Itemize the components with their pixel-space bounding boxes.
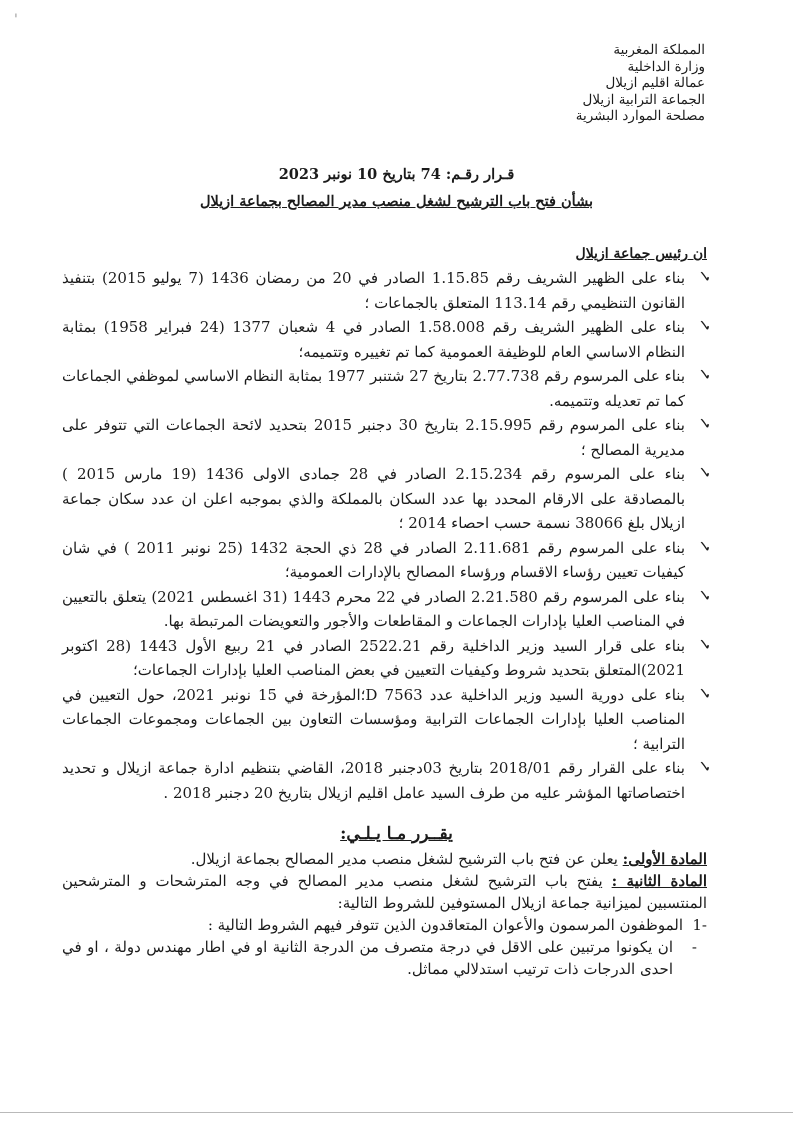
article-2 [62, 870, 707, 914]
letterhead-line-ministry: وزارة الداخلية [627, 58, 705, 75]
scan-mark: ' [14, 12, 18, 28]
letterhead-line-commune: الجماعة الترابية ازيلال [582, 91, 705, 108]
list-item: ✓ بناء على القرار رقم 2018/01 بتاريخ 03دجنبر 2018، القاضي بتنظيم ادارة جماعة ازيلال و تحديد اختصاصاتها المؤشر عليه من طرف السيد عامل اقليم ازيلال بتاريخ 20 دجنبر 2018 . [62, 757, 711, 802]
letterhead-line-prefecture: عمالة اقليم ازيلال [605, 75, 705, 91]
decision-title [120, 166, 673, 210]
checkmark-icon: ✓ [697, 414, 711, 433]
checkmark-icon: ✓ [697, 585, 711, 605]
checkmark-icon: ✓ [697, 267, 711, 286]
checkmark-icon: ✓ [697, 634, 711, 654]
checkmark-icon: ✓ [697, 536, 711, 556]
article-1-label: المادة الأولى: [622, 850, 707, 868]
letterhead [505, 42, 705, 125]
checkmark-icon: ✓ [697, 463, 711, 482]
decision-reference: قـرار رقـم: 74 بتاريخ 10 نونبر 2023 [278, 166, 515, 183]
considerations-list [62, 266, 711, 805]
article-2-text: يفتح باب الترشيح لشغل منصب مدير المصالح في وجه المترشحات و المترشحين المنتسبين لميزانية جماعة ازيلال المستوفين للشروط التالية: [62, 872, 707, 912]
list-item: ✓ بناء على الظهير الشريف رقم 1.58.008 الصادر في 4 شعبان 1377 (24 فبراير 1958) بمثابة النظام الاساسي العام للوظيفة العمومية كما تم تغييره وتتميمه؛ [62, 316, 711, 361]
item-text: ان يكونوا مرتبين على الاقل في درجة متصرف من الدرجة الثانية او في اطار مهندس دولة ، او في احدى الدرجات ذات ترتيب استدلالي مماثل. [62, 938, 673, 978]
letterhead-line-department: مصلحة الموارد البشرية [575, 108, 705, 124]
list-item: ✓ بناء على المرسوم رقم 2.77.738 بتاريخ 27 شتنبر 1977 بمثابة النظام الاساسي لموظفي الجماعات كما تم تعديله وتتميمه. [62, 365, 711, 410]
dash-bullet: - [691, 938, 697, 956]
checkmark-icon: ✓ [697, 757, 711, 776]
list-item: ✓ بناء على المرسوم رقم 2.11.681 الصادر في 28 ذي الحجة 1432 (25 نونبر 2011 ) في شان كيفيات تعيين رؤساء الاقسام ورؤساء المصالح بالإدارات العمومية؛ [62, 536, 711, 581]
letterhead-line-kingdom: المملكة المغربية [613, 42, 705, 58]
list-item: ✓ بناء على المرسوم رقم 2.15.234 الصادر في 28 جمادى الاولى 1436 (19 مارس 2015 ) بالمصادقة على الارقام المحدد بها عدد السكان بالمملكة والذي بموجبه اعلن ان عدد سكان جماعة ازيلال بلغ 38066 نسمة حسب احصاء 2014 ؛ [62, 463, 711, 532]
item-text: الموظفون المرسمون والأعوان المتعاقدون الذين تتوفر فيهم الشروط التالية : [207, 916, 683, 934]
checkmark-icon: ✓ [697, 683, 711, 703]
article-2-label: المادة الثانية : [611, 872, 707, 890]
list-item [62, 914, 707, 936]
item-number: 1- [692, 916, 707, 934]
articles-section [62, 848, 707, 980]
list-item: ✓ بناء على قرار السيد وزير الداخلية رقم 2522.21 الصادر في 21 ربيع الأول 1443 (28 اكتوبر 2021)المتعلق بتحديد شروط وكيفيات التعيين في بعض المناصب العليا بإدارات الجماعات؛ [62, 634, 711, 679]
list-item [62, 936, 707, 980]
list-item: ✓ بناء على المرسوم رقم 2.21.580 الصادر في 22 محرم 1443 (31 اغسطس 2021) يتعلق بالتعيين في المناصب العليا بإدارات الجماعات و المقاطعات والأجور والتعويضات المرتبطة بها. [62, 585, 711, 630]
checkmark-icon: ✓ [697, 316, 711, 335]
president-heading: ان رئيس جماعة ازيلال [575, 246, 707, 262]
list-item: ✓ بناء على دورية السيد وزير الداخلية عدد D 7563؛المؤرخة في 15 نونبر 2021، حول التعيين في المناصب العليا بإدارات الجماعات الترابية ومؤسسات التعاون بين الجماعات ومجموعات الجماعات الترابية ؛ [62, 683, 711, 753]
list-item: ✓ بناء على الظهير الشريف رقم 1.15.85 الصادر في 20 من رمضان 1436 (7 يوليو 2015) بتنفيذ القانون التنظيمي رقم 113.14 المتعلق بالجماعات ؛ [62, 267, 711, 312]
scan-edge-line [0, 1112, 793, 1113]
conditions-list [62, 914, 707, 980]
article-1-text: يعلن عن فتح باب الترشيح لشغل منصب مدير المصالح بجماعة ازيلال. [190, 850, 623, 868]
article-1 [62, 848, 707, 870]
decision-subject: بشأن فتح باب الترشيح لشغل منصب مدير المصالح بجماعة ازيلال [199, 193, 594, 210]
decides-heading: يقــرر مـا يـلـي: [340, 824, 453, 844]
list-item: ✓ بناء على المرسوم رقم 2.15.995 بتاريخ 30 دجنبر 2015 بتحديد لائحة الجماعات التي تتوفر على مديرية المصالح ؛ [62, 414, 711, 459]
checkmark-icon: ✓ [697, 365, 711, 384]
